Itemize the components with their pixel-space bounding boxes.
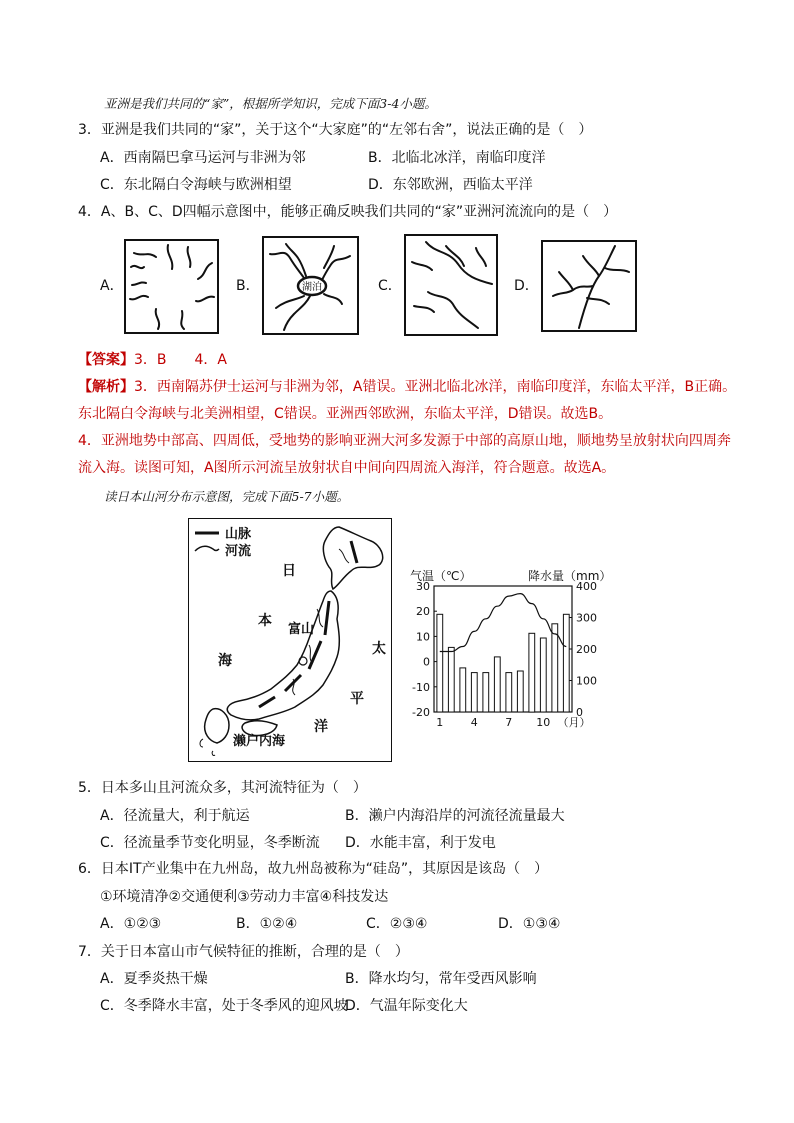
question-3-option-c: C．东北隔白令海峡与欧洲相望	[100, 177, 292, 193]
precipitation-bar	[563, 614, 569, 712]
answer-tag: 【答案】	[78, 352, 134, 368]
temperature-curve	[440, 594, 567, 652]
legend-river-label: 河流	[225, 544, 252, 559]
precipitation-bar	[517, 671, 523, 712]
precipitation-tick-label: 0	[576, 706, 583, 719]
month-tick-label: 1	[436, 716, 444, 729]
temperature-tick-label: 10	[416, 630, 430, 644]
lake-label: 湖泊	[302, 282, 322, 293]
precipitation-bar	[529, 633, 535, 712]
question-6-statements: ①环境清净②交通便利③劳动力丰富④科技发达	[100, 889, 389, 905]
precipitation-bar	[540, 638, 546, 712]
intro-text-q5-7: 读日本山河分布示意图，完成下面5-7小题。	[104, 489, 350, 504]
question-5-option-d: D．水能丰富，利于发电	[345, 835, 496, 851]
question-4-label-c: C．	[378, 278, 402, 294]
month-tick-label: 10	[536, 716, 551, 729]
question-7-stem: 7．关于日本富山市气候特征的推断，合理的是（ ）	[78, 944, 409, 960]
analysis-line-2: 东北隔白令海峡与北美洲相望，C错误。亚洲西邻欧洲，东临太平洋，D错误。故选B。	[78, 406, 613, 422]
question-3-option-d: D．东邻欧洲，西临太平洋	[368, 177, 533, 193]
question-3-option-a: A．西南隔巴拿马运河与非洲为邻	[100, 150, 306, 166]
question-7-option-a: A．夏季炎热干燥	[100, 971, 208, 987]
analysis-line-3: 4．亚洲地势中部高、四周低，受地势的影响亚洲大河多发源于中部的高原山地，顺地势呈放射状向四周奔	[78, 433, 731, 449]
precipitation-bar	[483, 673, 489, 712]
month-tick-label: 7	[505, 716, 513, 729]
precipitation-tick-label: 300	[576, 611, 597, 625]
temperature-tick-label: 0	[423, 655, 430, 669]
ocean-label-char-1: 太	[372, 641, 386, 657]
toyama-marker	[299, 657, 307, 665]
question-4-stem: 4．A、B、C、D四幅示意图中，能够正确反映我们共同的“家”亚洲河流流向的是（ ）	[78, 204, 618, 220]
question-5-option-c: C．径流量季节变化明显，冬季断流	[100, 835, 320, 851]
river-diagram-c	[404, 234, 498, 336]
question-6-option-d: D．①③④	[498, 916, 561, 932]
question-7-option-d: D．气温年际变化大	[345, 998, 468, 1014]
precipitation-bar	[552, 624, 558, 712]
ocean-label-char-3: 洋	[314, 719, 328, 735]
plot-frame	[434, 586, 572, 712]
analysis-line-4: 流入海。读图可知，A图所示河流呈放射状自中间向四周流入海洋，符合题意。故选A。	[78, 460, 616, 476]
honshu-island	[227, 591, 339, 720]
question-6-option-a: A．①②③	[100, 916, 162, 932]
precipitation-bar	[448, 647, 454, 712]
river-diagram-b	[262, 236, 359, 335]
climate-chart	[400, 566, 612, 732]
month-tick-label: 4	[470, 716, 478, 729]
analysis-text-1: 3．西南隔苏伊士运河与非洲为邻，A错误。亚洲北临北冰洋，南临印度洋，东临太平洋，B正确。	[134, 379, 737, 395]
question-4-label-d: D．	[514, 278, 539, 294]
analysis-tag: 【解析】	[78, 379, 134, 395]
precipitation-bar	[506, 673, 512, 712]
question-7-option-c: C．冬季降水丰富，处于冬季风的迎风坡	[100, 998, 348, 1014]
precipitation-tick-label: 100	[576, 674, 597, 688]
temperature-axis-label: 气温（℃）	[410, 569, 472, 583]
question-7-option-b: B．降水均匀，常年受西风影响	[345, 971, 537, 987]
kyushu-island	[205, 709, 229, 743]
precipitation-bar	[460, 668, 466, 712]
question-3-stem: 3．亚洲是我们共同的“家”，关于这个“大家庭”的“左邻右舍”，说法正确的是（ ）	[78, 122, 593, 138]
fuji-label: 富山	[287, 622, 315, 637]
question-6-option-b: B．①②④	[236, 916, 298, 932]
sea-label-char-3: 海	[218, 653, 232, 669]
precipitation-bar	[437, 614, 443, 712]
sea-label-char-1: 日	[282, 563, 296, 579]
river-legend-icon	[195, 546, 219, 551]
temperature-tick-label: -10	[412, 680, 430, 694]
precipitation-tick-label: 400	[576, 580, 597, 593]
question-6-stem: 6．日本IT产业集中在九州岛，故九州岛被称为“硅岛”，其原因是该岛（ ）	[78, 861, 549, 877]
river-diagram-d	[541, 240, 637, 332]
temperature-tick-label: -20	[412, 706, 430, 719]
question-6-option-c: C．②③④	[366, 916, 428, 932]
precipitation-tick-label: 200	[576, 643, 597, 656]
question-5-option-b: B．濑户内海沿岸的河流径流量最大	[345, 808, 565, 824]
answer-line	[78, 350, 227, 370]
question-5-option-a: A．径流量大，利于航运	[100, 808, 250, 824]
month-unit-label: （月）	[557, 716, 591, 729]
ocean-label-char-2: 平	[350, 691, 364, 707]
question-5-stem: 5．日本多山且河流众多，其河流特征为（ ）	[78, 780, 367, 796]
precipitation-axis-label: 降水量（mm）	[528, 569, 612, 583]
hokkaido-island	[323, 527, 382, 589]
inland-sea-label: 濑户内海	[232, 734, 286, 749]
japan-map	[188, 518, 392, 762]
precipitation-bar	[471, 673, 477, 712]
precipitation-bar	[494, 657, 500, 712]
river-diagram-a	[124, 239, 219, 334]
temperature-tick-label: 30	[416, 580, 430, 593]
question-4-label-b: B．	[236, 278, 260, 294]
legend-mountain-label: 山脉	[225, 527, 252, 542]
question-4-label-a: A．	[100, 278, 124, 294]
intro-text-q3-4: 亚洲是我们共同的“家”，根据所学知识，完成下面3-4小题。	[104, 96, 437, 111]
sea-label-char-2: 本	[258, 613, 272, 629]
temperature-tick-label: 20	[416, 605, 430, 619]
analysis-line-1	[78, 377, 736, 397]
question-3-option-b: B．北临北冰洋，南临印度洋	[368, 150, 546, 166]
answer-text: 3．B 4．A	[134, 352, 227, 368]
